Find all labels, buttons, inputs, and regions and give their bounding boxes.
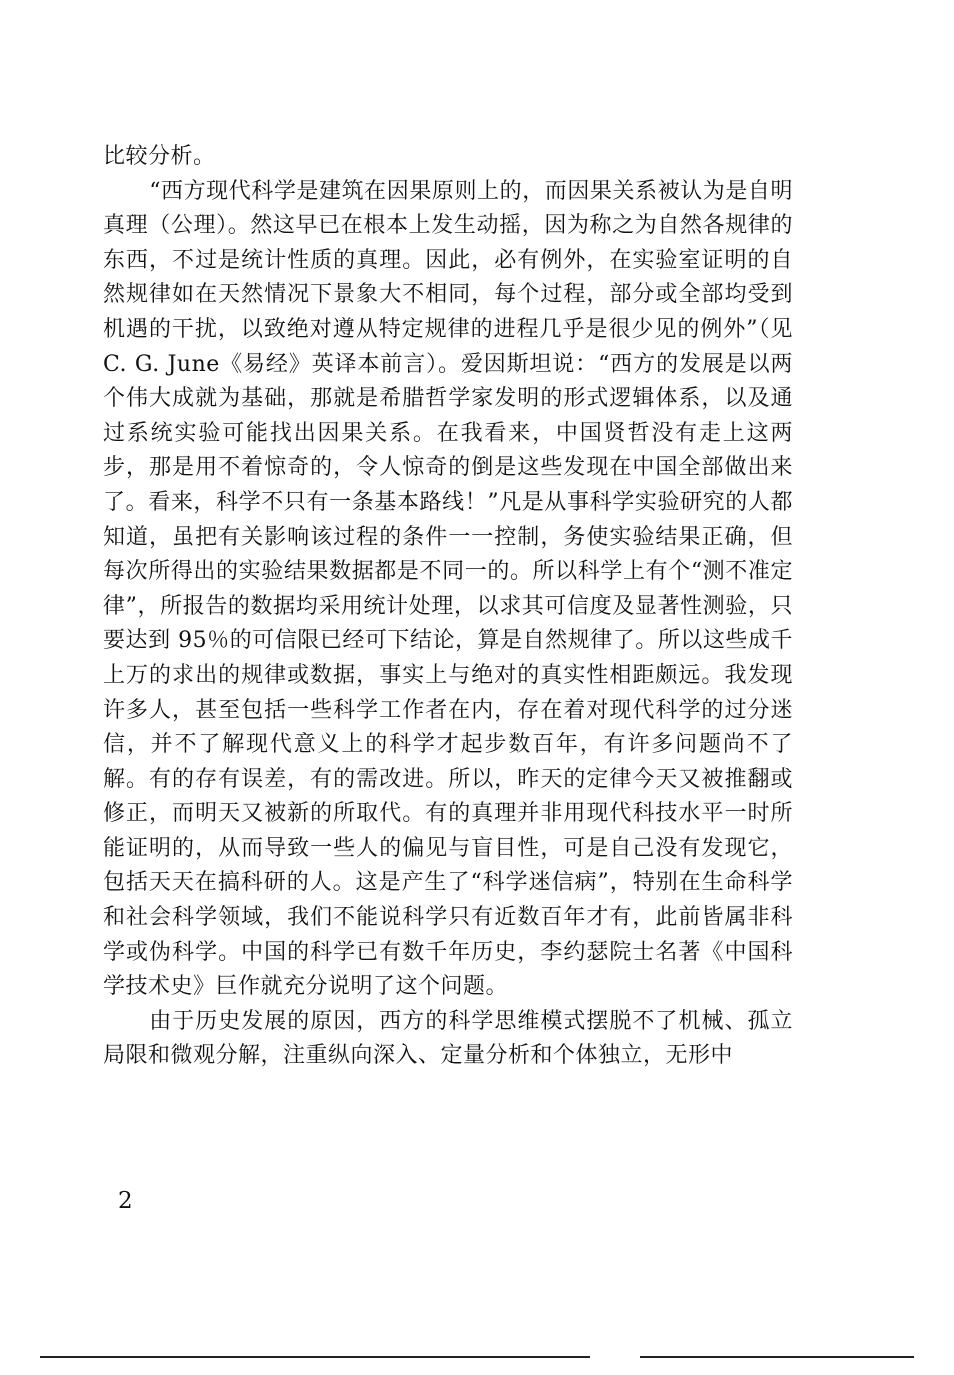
bottom-rule-left (40, 1356, 590, 1358)
page-number: 2 (118, 1188, 133, 1214)
paragraph-western-thinking: 由于历史发展的原因，西方的科学思维模式摆脱不了机械、孤立局限和微观分解，注重纵向深入、定量分析和个体独立，无形中 (103, 1008, 793, 1069)
paragraph-continuation: 比较分析。 (103, 144, 216, 169)
body-text (103, 140, 793, 1074)
paragraph-quote-science: “西方现代科学是建筑在因果原则上的，而因果关系被认为是自明真理（公理）。然这早已在根本上发生动摇，因为称之为自然各规律的东西，不过是统计性质的真理。因此，必有例外，在实验室证明的自然规律如在天然情况下景象大不相同，每个过程，部分或全部均受到机遇的干扰，以致绝对遵从特定规律的进程几乎是很少见的例外”（见 C. G. June《易经》英译本前言）。爱因斯坦说：“西方的发展是以两个伟大成就为基础，那就是希腊哲学家发明的形式逻辑体系，以及通过系统实验可能找出因果关系。在我看来，中国贤哲没有走上这两步，那是用不着惊奇的，令人惊奇的倒是这些发现在中国全部做出来了。看来，科学不只有一条基本路线！”凡是从事科学实验研究的人都知道，虽把有关影响该过程的条件一一控制，务使实验结果正确，但每次所得出的实验结果数据都是不同一的。所以科学上有个“测不准定律”，所报告的数据均采用统计处理，以求其可信度及显著性测验，只要达到 95％的可信限已经可下结论，算是自然规律了。所以这些成千上万的求出的规律或数据，事实上与绝对的真实性相距颇远。我发现许多人，甚至包括一些科学工作者在内，存在着对现代科学的过分迷信，并不了解现代意义上的科学才起步数百年，有许多问题尚不了解。有的存有误差，有的需改进。所以，昨天的定律今天又被推翻或修正，而明天又被新的所取代。有的真理并非用现代科技水平一时所能证明的，从而导致一些人的偏见与盲目性，可是自己没有发现它，包括天天在搞科研的人。这是产生了“科学迷信病”，特别在生命科学和社会科学领域，我们不能说科学只有近数百年才有，此前皆属非科学或伪科学。中国的科学已有数千年历史，李约瑟院士名著《中国科学技术史》巨作就充分说明了这个问题。 (103, 178, 793, 1000)
bottom-rule-right (640, 1356, 914, 1358)
